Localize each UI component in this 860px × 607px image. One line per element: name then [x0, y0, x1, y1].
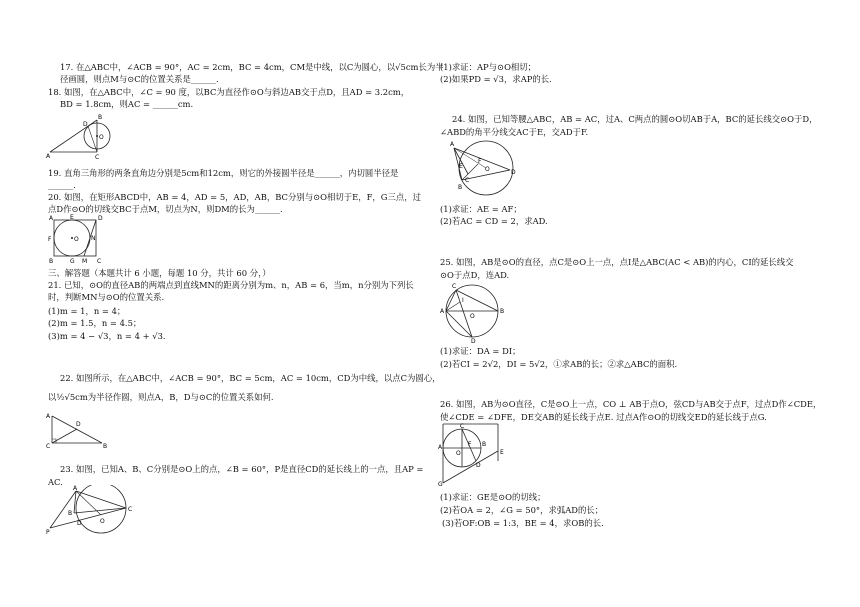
q24-label-e: E	[459, 163, 463, 170]
q21-sub3: (3)m = 4 − √3，n = 4 + √3.	[48, 331, 166, 341]
q23-label-b: B	[68, 510, 73, 517]
q26-label-e: E	[500, 449, 504, 456]
q24-label-b: B	[458, 184, 463, 191]
q20-label-c: C	[97, 258, 102, 264]
q26-sub2: (2)若OA = 2，∠G = 50°，求弧AD的长；	[440, 505, 604, 515]
q20-label-m: M	[82, 258, 88, 264]
q25-line1: 25. 如图，AB是⊙O的直径，点C是⊙O上一点，点I是△ABC(AC < AB)的内心，CI的延长线交	[440, 257, 794, 267]
q23-label-p: P	[46, 529, 50, 535]
q25-label-d: D	[471, 338, 476, 344]
q26-line2: 使∠CDE = ∠DFE，DE交AB的延长线于点E. 过点A作⊙O的切线交ED的延长线于点G.	[440, 412, 767, 422]
q22-figure	[46, 410, 110, 452]
q22-line2: 以½√5cm为半径作圆，则点A，B，D与⊙C的位置关系如何.	[48, 392, 274, 402]
q18-label-b: B	[98, 114, 103, 121]
q24-label-o: O	[485, 166, 490, 173]
q24-label-c: C	[465, 177, 470, 184]
q24-label-a: A	[450, 141, 455, 148]
q25-label-a: A	[440, 308, 445, 315]
q24-label-f: F	[478, 158, 482, 165]
q20-center-dot	[71, 237, 73, 239]
q23-figure	[46, 485, 138, 535]
q20-label-e: E	[70, 214, 74, 221]
q24-figure	[438, 138, 528, 198]
q20-label-g: G	[70, 258, 75, 264]
q20-line1: 20. 如图，在矩形ABCD中，AB = 4，AD = 5，AD，AB，BC分别与⊙O相切于E，F，G三点，过	[48, 192, 421, 202]
q22-label-a: A	[46, 413, 51, 420]
q23-label-d: D	[77, 520, 82, 527]
q24-sub1: (1)求证：AE = AF；	[440, 204, 522, 214]
q24-sub2: (2)若AC = CD = 2，求AD.	[440, 216, 548, 226]
q21-line2: 时，判断MN与⊙O的位置关系.	[48, 292, 165, 302]
q23-sub1: (1)求证：AP与⊙O相切；	[440, 62, 537, 72]
q18-label-d: D	[83, 121, 88, 128]
q26-line-ge	[443, 451, 498, 483]
q25-figure	[438, 280, 514, 344]
q26-label-f: F	[468, 441, 472, 448]
q20-label-n: N	[91, 235, 96, 242]
q26-label-a: A	[438, 444, 443, 451]
q26-line1: 26. 如图，AB为⊙O直径，C是⊙O上一点，CO ⊥ AB于点O，弦CD与AB交于点F，过点D作∠CDE，	[440, 399, 822, 409]
q21-sub1: (1)m = 1，n = 4；	[48, 306, 126, 316]
q22-label-d: D	[76, 421, 81, 428]
q23-line2: AC.	[48, 477, 63, 487]
q19-line2: ______.	[48, 180, 76, 190]
q18-center-dot	[96, 135, 98, 137]
q23-chord-ac	[76, 491, 126, 508]
q18-label-a: A	[46, 153, 51, 160]
q24-line1: 24. 如图，已知等腰△ABC，AB = AC，过A、C两点的圆⊙O切AB于A，BC的延长线交⊙O于D，	[452, 114, 818, 124]
q21-line1: 21. 已知，⊙O的直径AB的两端点到直线MN的距离分别为m、n，AB = 6，当m，n分别为下列长	[48, 280, 414, 290]
q22-label-c: C	[46, 443, 51, 450]
q23-chord-bc	[74, 508, 126, 513]
q26-sub1: (1)求证：GE是⊙O的切线；	[440, 492, 546, 502]
q18-line2: BD = 1.8cm，则AC = ______cm.	[60, 99, 194, 109]
q19-line1: 19. 直角三角形的两条直角边分别是5cm和12cm，则它的外接圆半径是______，内切圆半径是	[48, 168, 399, 178]
q18-label-o: O	[99, 134, 104, 141]
q25-label-i: I	[462, 297, 464, 304]
q26-label-b: B	[482, 441, 487, 448]
q25-label-c: C	[452, 283, 457, 290]
q23-line1: 23. 如图，已知A、B、C分别是⊙O上的点，∠B = 60°，P是直径CD的延长线上的一点，且AP =	[60, 464, 424, 474]
q17-line1: 17. 在△ABC中，∠ACB = 90°，AC = 2cm，BC = 4cm，CM是中线，以C为圆心，以√5cm长为半	[60, 62, 444, 72]
q20-line2: 点D作⊙O的切线交BC于点M，切点为N，则DM的长为______.	[48, 204, 283, 214]
q20-label-d: D	[98, 215, 103, 222]
q21-sub2: (2)m = 1.5，n = 4.5；	[48, 318, 142, 328]
q20-label-o: O	[74, 236, 79, 243]
q20-label-f: F	[48, 236, 52, 243]
q18-figure	[46, 112, 116, 160]
q18-line1: 18. 如图，在△ABC中，∠C = 90 度，以BC为直径作⊙O与斜边AB交于点D，且AD = 3.2cm，	[48, 87, 410, 97]
q25-label-o: O	[470, 313, 475, 320]
q23-line-pc	[50, 508, 126, 528]
q22-line1: 22. 如图所示，在△ABC中，∠ACB = 90°，BC = 5cm，AC = 10cm，CD为中线，以点C为圆心，	[60, 373, 441, 383]
q20-figure	[46, 214, 108, 264]
q26-figure	[438, 421, 508, 487]
section-3-heading: 三、解答题（本题共计 6 小题，每题 10 分，共计 60 分，）	[48, 268, 271, 278]
q23-label-a: A	[73, 485, 78, 492]
q22-label-b: B	[103, 443, 108, 450]
q25-line2: ⊙O于点D，连AD.	[440, 270, 510, 280]
q23-label-o: O	[100, 518, 105, 525]
q25-sub2: (2)若CI = 2√2，DI = 5√2，①求AB的长；②求△ABC的面积.	[440, 359, 678, 369]
q24-side-ac	[454, 148, 468, 174]
q26-label-o: O	[456, 450, 461, 457]
q26-sub3: (3)若OF:OB = 1:3，BE = 4，求OB的长.	[442, 518, 604, 528]
q24-line2: ∠ABD的角平分线交AC于E，交AD于F.	[440, 127, 589, 137]
q18-label-c: C	[95, 154, 100, 160]
q25-label-b: B	[500, 308, 505, 315]
q23-label-c: C	[128, 506, 133, 513]
q26-label-d: D	[476, 462, 481, 469]
q20-label-a: A	[49, 215, 54, 222]
q26-label-g: G	[438, 481, 443, 487]
q26-label-c: C	[460, 423, 465, 430]
q25-sub1: (1)求证：DA = DI；	[440, 346, 521, 356]
q20-label-b: B	[49, 258, 54, 264]
q17-line2: 径画圆，则点M与⊙C的位置关系是______.	[60, 74, 219, 84]
q23-sub2: (2)如果PD = √3，求AP的长.	[440, 74, 552, 84]
q24-label-d: D	[511, 169, 516, 176]
